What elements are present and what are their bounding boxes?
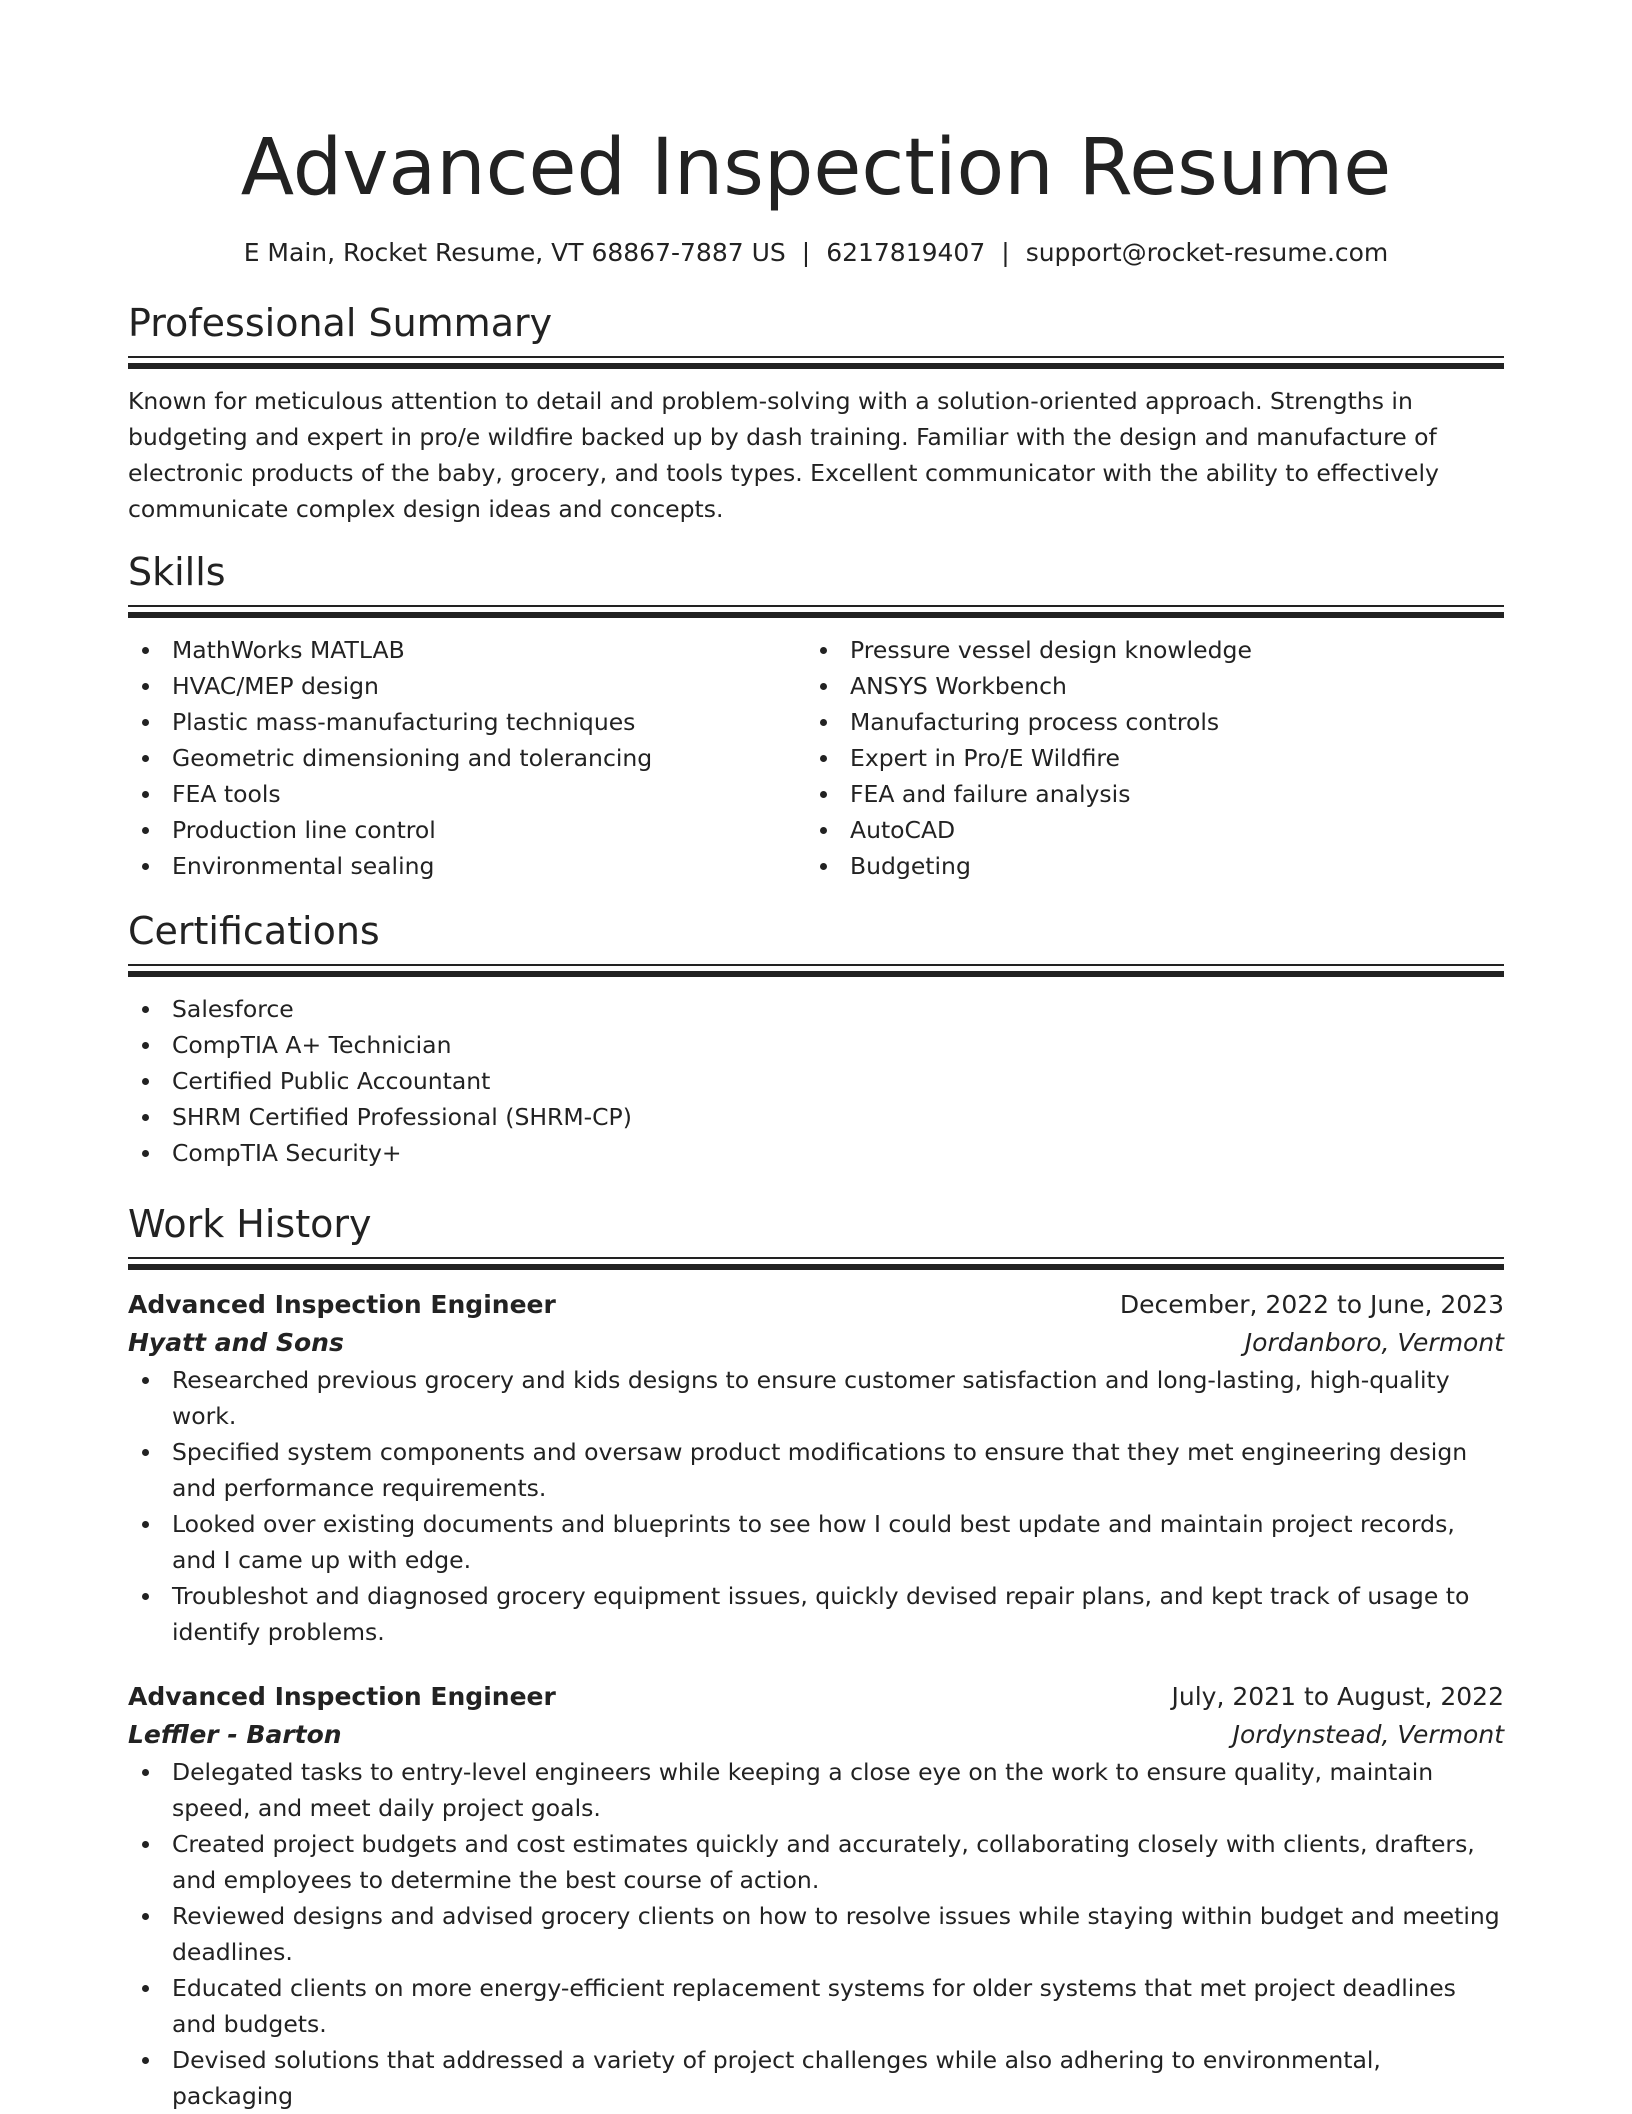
job-company: Hyatt and Sons	[128, 1328, 344, 1357]
job-bullet: Researched previous grocery and kids designs to ensure customer satisfaction and long-lasting, high-quality work.	[128, 1362, 1504, 1434]
job-bullets	[128, 1754, 1504, 2114]
skill-item: FEA tools	[128, 776, 806, 812]
skill-item: Budgeting	[806, 848, 1484, 884]
job-bullet: Delegated tasks to entry-level engineers while keeping a close eye on the work to ensure quality, maintain speed, and meet daily project goals.	[128, 1754, 1504, 1826]
skill-item: MathWorks MATLAB	[128, 632, 806, 668]
work-history-section	[128, 1201, 1504, 2114]
job-bullet: Specified system components and oversaw product modifications to ensure that they met engineering design and performance requirements.	[128, 1434, 1504, 1506]
contact-separator: |	[1001, 238, 1010, 267]
job-location: Jordanboro, Vermont	[1244, 1328, 1504, 1357]
skill-item: Production line control	[128, 812, 806, 848]
skill-item: Environmental sealing	[128, 848, 806, 884]
job-title: Advanced Inspection Engineer	[128, 1290, 556, 1319]
section-divider	[128, 1257, 1504, 1270]
job-dates: July, 2021 to August, 2022	[1171, 1682, 1504, 1711]
job-company: Leffler - Barton	[128, 1720, 342, 1749]
job-bullet: Created project budgets and cost estimates quickly and accurately, collaborating closely with clients, drafters, and employees to determine the best course of action.	[128, 1826, 1504, 1898]
skill-item: Expert in Pro/E Wildfire	[806, 740, 1484, 776]
job-bullets	[128, 1362, 1504, 1650]
skill-item: Manufacturing process controls	[806, 704, 1484, 740]
skill-item: FEA and failure analysis	[806, 776, 1484, 812]
certification-item: Salesforce	[128, 991, 1504, 1027]
section-divider	[128, 964, 1504, 977]
skill-item: ANSYS Workbench	[806, 668, 1484, 704]
certifications-section	[128, 908, 1504, 1171]
certification-item: SHRM Certified Professional (SHRM-CP)	[128, 1099, 1504, 1135]
job-bullet: Troubleshot and diagnosed grocery equipment issues, quickly devised repair plans, and kept track of usage to identify problems.	[128, 1578, 1504, 1650]
job-bullet: Looked over existing documents and blueprints to see how I could best update and maintain project records, and I came up with edge.	[128, 1506, 1504, 1578]
skill-item: Plastic mass-manufacturing techniques	[128, 704, 806, 740]
resume-name: Advanced Inspection Resume	[240, 123, 1392, 213]
summary-section	[128, 300, 1504, 527]
job-bullet: Devised solutions that addressed a variety of project challenges while also adhering to environmental, packaging	[128, 2042, 1504, 2114]
resume-page	[128, 0, 1504, 2114]
skills-list-right	[806, 632, 1484, 884]
skills-columns	[128, 632, 1504, 884]
skills-section	[128, 549, 1504, 884]
job-location: Jordynstead, Vermont	[1232, 1720, 1504, 1749]
section-title-certifications: Certifications	[128, 909, 380, 953]
certification-item: CompTIA A+ Technician	[128, 1027, 1504, 1063]
contact-email: support@rocket-resume.com	[1025, 238, 1389, 267]
contact-phone: 6217819407	[826, 238, 986, 267]
certification-item: Certified Public Accountant	[128, 1063, 1504, 1099]
job-subheader	[128, 1716, 1504, 1754]
certification-item: CompTIA Security+	[128, 1135, 1504, 1171]
job-subheader	[128, 1324, 1504, 1362]
contact-address: E Main, Rocket Resume, VT 68867-7887 US	[243, 238, 786, 267]
section-title-skills: Skills	[128, 550, 226, 594]
job-title: Advanced Inspection Engineer	[128, 1682, 556, 1711]
skills-list-left	[128, 632, 806, 884]
skill-item: Pressure vessel design knowledge	[806, 632, 1484, 668]
skill-item: AutoCAD	[806, 812, 1484, 848]
summary-text: Known for meticulous attention to detail and problem-solving with a solution-oriented approach. Strengths in budgeting and expert in pro/e wildfire backed up by dash training. Familiar with the design and manufacture of electronic products of the baby, grocery, and tools types. Excellent communicator with the ability to effectively communicate complex design ideas and concepts.	[128, 387, 1439, 523]
job-header	[128, 1286, 1504, 1324]
contact-separator: |	[801, 238, 811, 267]
certifications-list	[128, 991, 1504, 1171]
section-divider	[128, 356, 1504, 369]
job-entry	[128, 1286, 1504, 1650]
job-header	[128, 1678, 1504, 1716]
contact-line	[128, 236, 1504, 270]
skill-item: Geometric dimensioning and tolerancing	[128, 740, 806, 776]
section-title-work-history: Work History	[128, 1202, 372, 1246]
section-divider	[128, 605, 1504, 618]
job-entry	[128, 1678, 1504, 2114]
job-dates: December, 2022 to June, 2023	[1119, 1290, 1504, 1319]
section-title-summary: Professional Summary	[128, 301, 553, 345]
skill-item: HVAC/MEP design	[128, 668, 806, 704]
job-bullet: Educated clients on more energy-efficient replacement systems for older systems that met project deadlines and budgets.	[128, 1970, 1504, 2042]
job-bullet: Reviewed designs and advised grocery clients on how to resolve issues while staying within budget and meeting deadlines.	[128, 1898, 1504, 1970]
